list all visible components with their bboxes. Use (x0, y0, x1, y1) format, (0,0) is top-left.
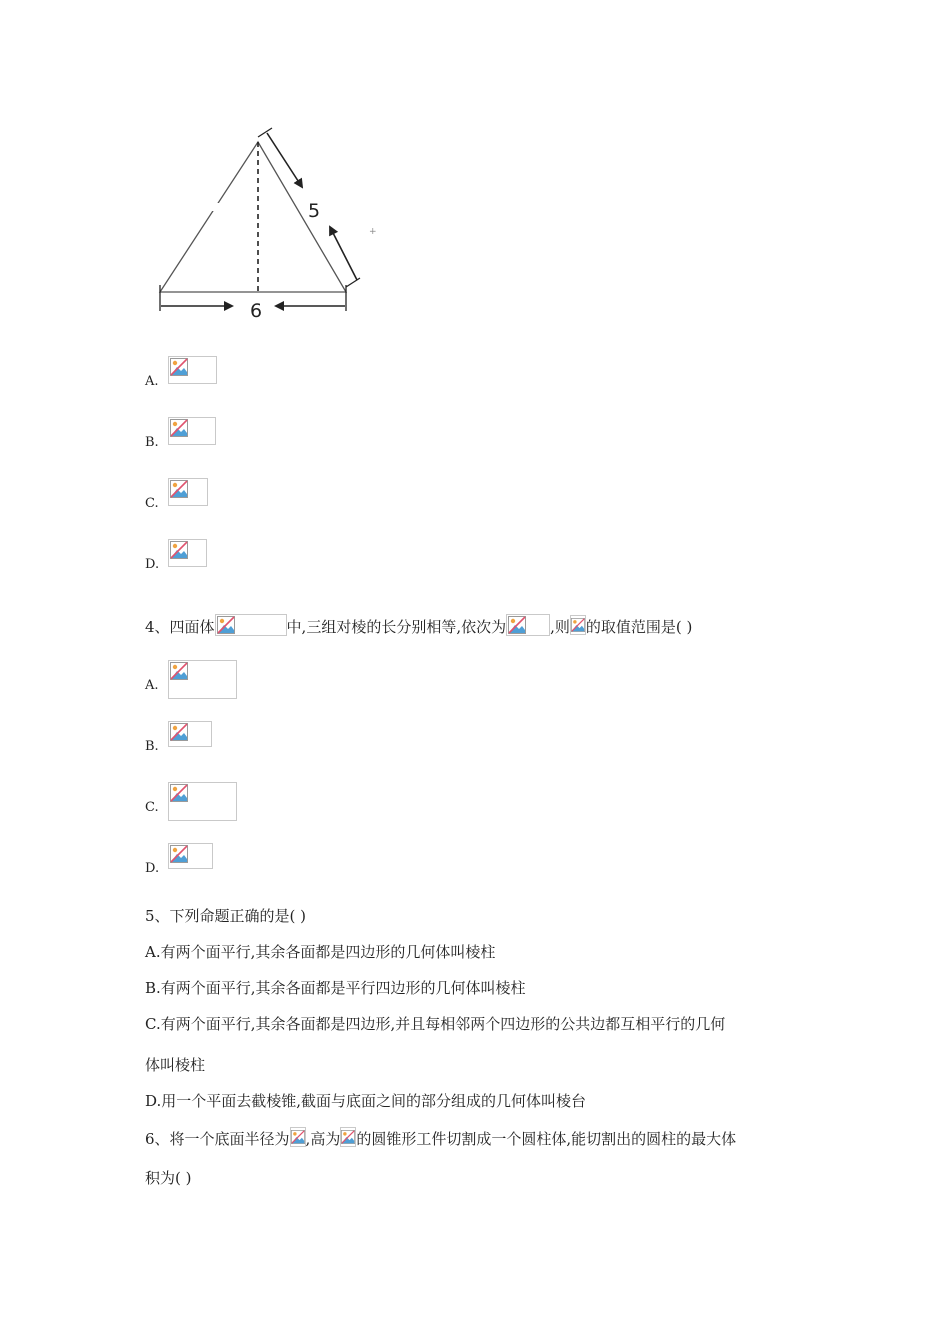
broken-image-icon (170, 845, 188, 863)
q4-tetrahedron-image (215, 614, 287, 636)
broken-image-icon (170, 723, 188, 741)
q4-option-c-image (168, 782, 237, 821)
q4-option-c-label: C. (145, 800, 159, 815)
q4-option-d-image (168, 843, 213, 869)
svg-text:+: + (369, 227, 377, 237)
q3-option-c-label: C. (145, 496, 159, 511)
q3-option-b-label: B. (145, 435, 159, 450)
q4-option-a-label: A. (145, 678, 159, 693)
q3-option-a-label: A. (145, 374, 159, 389)
triangle-figure (150, 125, 390, 330)
q6-part1: 6、将一个底面半径为 (145, 1130, 290, 1148)
q6-radius-image (290, 1127, 306, 1147)
q5-option-b: B.有两个面平行,其余各面都是平行四边形的几何体叫棱柱 (145, 979, 526, 997)
q5-option-c-line2: 体叫棱柱 (145, 1056, 206, 1074)
broken-image-icon (170, 480, 188, 498)
broken-image-icon (341, 1129, 355, 1145)
broken-image-icon (170, 784, 188, 802)
q6-part2: ,高为 (305, 1130, 341, 1148)
q5-option-c-line1: C.有两个面平行,其余各面都是四边形,并且每相邻两个四边形的公共边都互相平行的几何 (145, 1015, 726, 1033)
broken-image-icon (170, 662, 188, 680)
broken-image-icon (217, 616, 235, 634)
broken-image-icon (571, 617, 585, 633)
q4-variable-image (570, 615, 586, 635)
q6-stem-line2: 积为( ) (145, 1169, 192, 1187)
q4-mid2: ,则 (550, 618, 570, 636)
q4-option-d-label: D. (145, 861, 160, 876)
side-arrow-top (267, 133, 302, 187)
q5-stem: 5、下列命题正确的是( ) (145, 907, 307, 925)
broken-image-icon (291, 1129, 305, 1145)
q6-height-image (340, 1127, 356, 1147)
q6-stem-line1 (145, 1127, 736, 1149)
q4-lengths-image (506, 614, 550, 636)
q4-prefix: 4、四面体 (145, 618, 215, 636)
q3-option-d-label: D. (145, 557, 160, 572)
broken-image-icon (170, 358, 188, 376)
q4-suffix: 的取值范围是( ) (585, 618, 693, 636)
base-label: 6 (250, 300, 263, 322)
broken-image-icon (508, 616, 526, 634)
side-label: 5 (308, 200, 321, 222)
broken-image-icon (170, 419, 188, 437)
q6-part3: 的圆锥形工件切割成一个圆柱体,能切割出的圆柱的最大体 (356, 1130, 737, 1148)
q5-option-a: A.有两个面平行,其余各面都是四边形的几何体叫棱柱 (145, 943, 496, 961)
q3-option-b-image (168, 417, 216, 445)
q3-option-a-image (168, 356, 217, 384)
q4-option-a-image (168, 660, 237, 699)
q4-mid1: 中,三组对棱的长分别相等,依次为 (286, 618, 507, 636)
q4-option-b-label: B. (145, 739, 159, 754)
broken-image-icon (170, 541, 188, 559)
q3-option-d-image (168, 539, 207, 567)
q4-option-b-image (168, 721, 212, 747)
q3-option-c-image (168, 478, 208, 506)
q4-stem (145, 614, 692, 637)
q5-option-d: D.用一个平面去截棱锥,截面与底面之间的部分组成的几何体叫棱台 (145, 1092, 587, 1110)
